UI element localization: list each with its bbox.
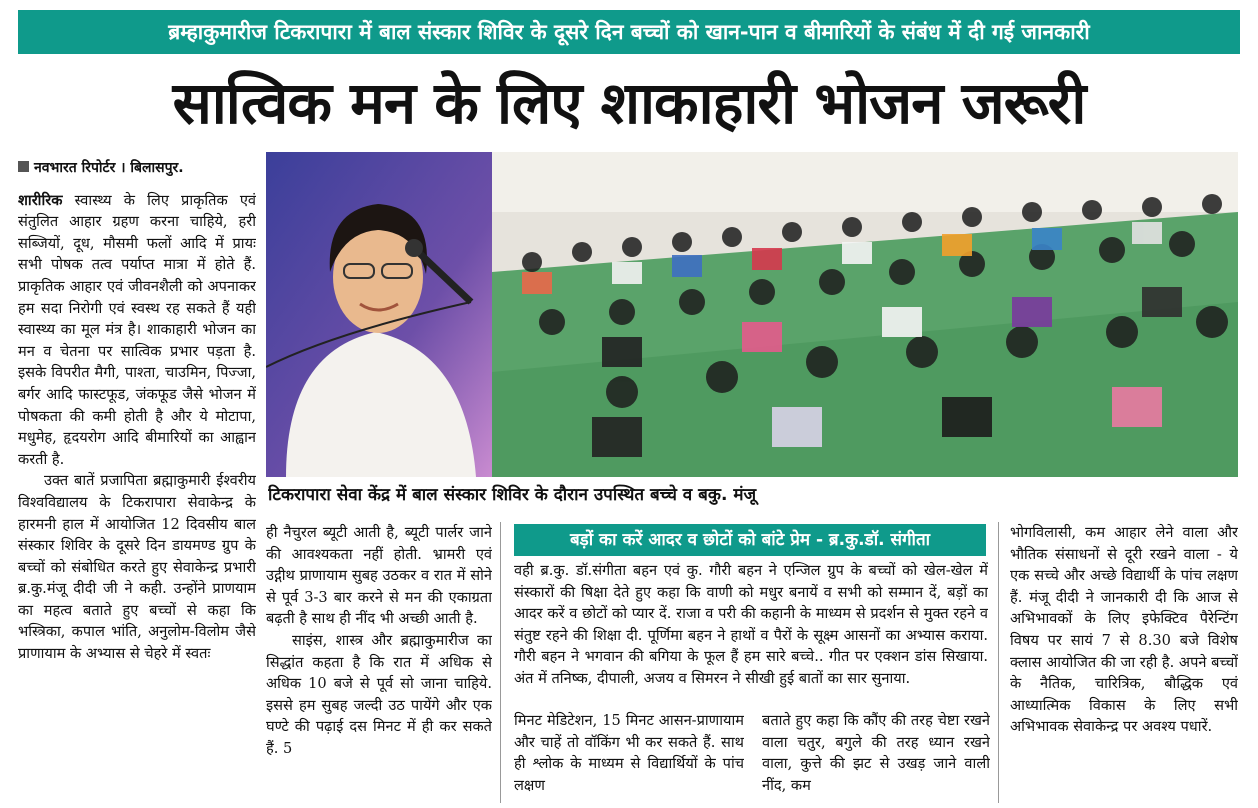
headline: सात्विक मन के लिए शाकाहारी भोजन जरूरी: [172, 69, 1086, 137]
article-column-4: [1010, 522, 1238, 803]
article-column-1: [18, 158, 256, 803]
col1-paragraph-1: स्वास्थ्य के लिए प्राकृतिक एवं संतुलित आहार ग्रहण करना चाहिये, हरी सब्जियों, दूध, मौसमी फलों आदि में प्रायः सभी पोषक तत्व पर्याप्त मात्रा में होते हैं. प्राकृतिक आहार एवं जीवनशैली को अपनाकर हम सदा निरोगी एवं स्वस्थ रह सकते हैं यही स्वास्थ्य का मूल मंत्र है। शाकाहारी भोजन का मन व चेतना पर सात्विक प्रभार पड़ता है. इसके विपरीत मैगी, पाश्ता, चाउमिन, पिज्जा, बर्गर आदि फास्टफूड, जंकफूड जैसे भोजन में पोषकता की कमी होती है और ये मोटापा, मधुमेह, हृदयरोग आदि बीमारियों का आह्वान करती है.: [18, 191, 256, 468]
sub-article-intro: [514, 560, 988, 706]
col3b-text: बताते हुए कहा कि कौंए की तरह चेष्टा रखने वाला चतुर, बगुले की तरह ध्यान रखने वाला, कुत्ते की झट से उखड़ जाने वाली नींद, कम: [762, 712, 990, 794]
col4-text: भोगविलासी, कम आहार लेने वाला और भौतिक संसाधनों से दूरी रखने वाला - ये एक सच्चे और अच्छे विद्यार्थी के पांच लक्षण हैं. मंजू दीदी ने जानकारी दी कि आज से अभिभावकों के लिए इफेक्टिव पैरेन्टिंग विषय पर सायं 7 से 8.30 बजे विशेष क्लास आयोजित की जा रही है. अपने बच्चों के नैतिक, चारित्रिक, बौद्धिक एवं आध्यात्मिक विकास के लिए सभी अभिभावक सेवाकेन्द्र पर अवश्य पधारें.: [1010, 524, 1238, 736]
column-rule: [500, 522, 501, 803]
col1-paragraph-2: उक्त बातें प्रजापिता ब्रह्माकुमारी ईश्वरीय विश्वविद्यालय के टिकरापारा सेवाकेन्द्र के हारमनी हाल में आयोजित 12 दिवसीय बाल संस्कार शिविर के दूसरे दिन डायमण्ड ग्रुप के बच्चों को संबोधित करते हुए सेवाकेन्द्र प्रभारी ब्र.कु.मंजू दीदी जी ने कही. उन्होंने प्राणयाम का महत्व बताते हुए बच्चों से कहा कि भस्त्रिका, कपाल भांति, अनुलोम-विलोम जैसे प्राणायाम के अभ्यास से चेहरे में स्वतः: [18, 472, 256, 663]
lead-word: शारीरिक: [18, 191, 63, 209]
square-bullet-icon: [18, 161, 29, 172]
photo-caption: टिकरापारा सेवा केंद्र में बाल संस्कार शिविर के दौरान उपस्थित बच्चे व बकु. मंजू: [268, 485, 757, 505]
col3a-text: मिनट मेडिटेशन, 15 मिनट आसन-प्राणायाम और चाहें तो वॉकिंग भी कर सकते हैं. साथ ही श्लोक के माध्यम से विद्यार्थियों के पांच लक्षण: [514, 712, 744, 794]
col2-paragraph-2: साइंस, शास्त्र और ब्रह्माकुमारीज का सिद्धांत कहता है कि रात में अधिक से अधिक 10 बजे से पूर्व सो जाना चाहिये. इससे हम सुबह जल्दी उठ पायेंगे और एक घण्टे की पढ़ाई दस मिनट में ही कर सकते हैं. 5: [266, 631, 492, 757]
article-column-2: [266, 522, 492, 803]
sub-headline-banner: बड़ों का करें आदर व छोटों को बांटे प्रेम - ब्र.कु.डॉ. संगीता: [514, 524, 986, 556]
column-rule: [998, 522, 999, 803]
children-group-photo: [492, 152, 1238, 477]
article-column-3b: [762, 710, 990, 803]
col2-paragraph-1: ही नैचुरल ब्यूटी आती है, ब्यूटी पार्लर जाने की आवश्यकता नहीं होती. भ्रामरी एवं उद्गीथ प्राणायाम सुबह उठकर व रात में सोने से पूर्व 3-3 बार करने से मन की एकाग्रता बढ़ती है साथ ही नींद भी अच्छी आती है.: [266, 524, 492, 628]
speaker-portrait-photo: [266, 152, 492, 477]
kicker-banner: ब्रम्हाकुमारीज टिकरापारा में बाल संस्कार शिविर के दूसरे दिन बच्चों को खान-पान व बीमारियों के संबंध में दी गई जानकारी: [18, 10, 1240, 54]
sub-article-paragraph: वही ब्र.कु. डॉ.संगीता बहन एवं कु. गौरी बहन ने एन्जिल ग्रुप के बच्चों को खेल-खेल में संस्कारों की षिक्षा देते हुए कहा कि वाणी को मधुर बनायें व सभी को सम्मान दें, बड़ों का आदर करें व छोटों को प्यार दें. राजा व परी की कहानी के माध्यम से प्रदर्शन से मुक्त रहने व संतुष्ट रहने की शिक्षा दी. पूर्णिमा बहन ने हाथों व पैरों के सूक्ष्म आसनों का अभ्यास कराया. गौरी बहन ने भगवान की बगिया के फूल हैं हम सारे बच्चे.. गीत पर एक्शन डांस सिखाया. अंत में तनिष्क, दीपाली, अजय व सिमरन ने सीखी हुई बातों का सार सुनाया.: [514, 562, 988, 687]
byline-text: नवभारत रिपोर्टर । बिलासपुर.: [34, 160, 184, 176]
article-column-3a: [514, 710, 744, 803]
byline: [18, 158, 256, 180]
